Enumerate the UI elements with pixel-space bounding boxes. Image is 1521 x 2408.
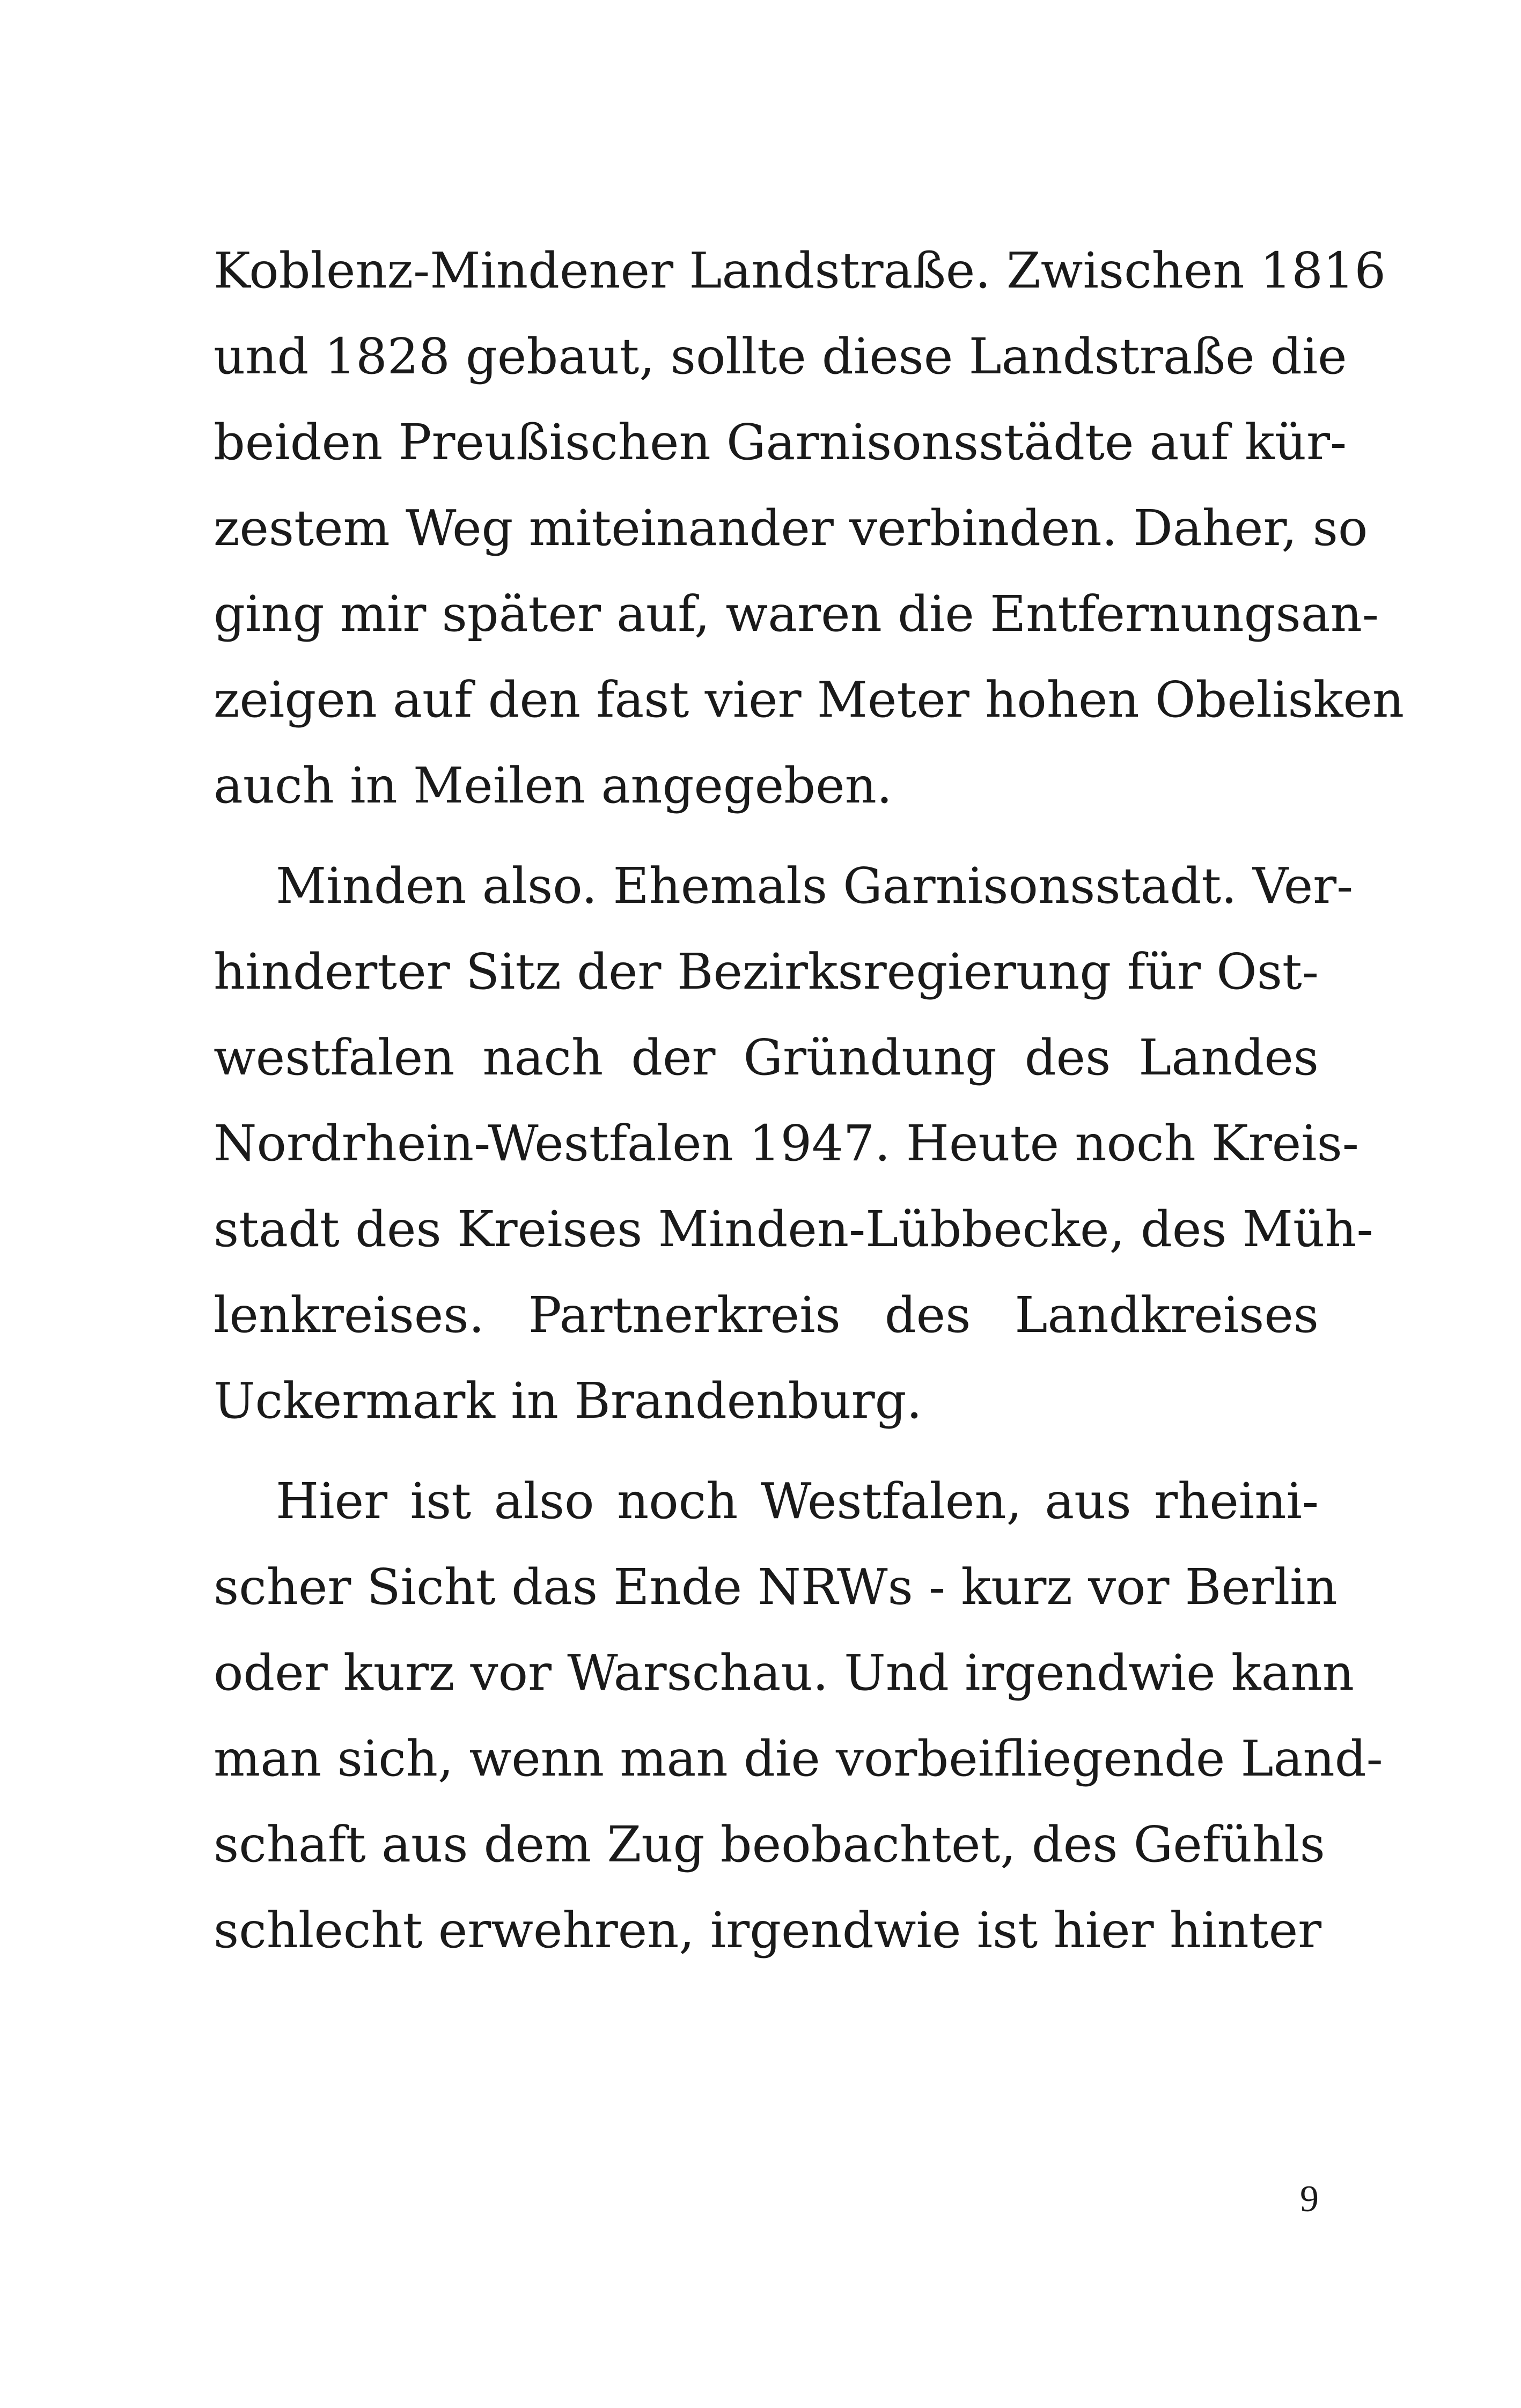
text-line: auch in Meilen angegeben. [214, 757, 893, 814]
text-line: stadt des Kreises Minden-Lübbecke, des Müh- [214, 1201, 1373, 1258]
text-line: Uckermark in Brandenburg. [214, 1372, 922, 1430]
text-line: hinderter Sitz der Bezirksregierung für Ost- [214, 943, 1319, 1000]
paragraph-1 [214, 228, 1405, 829]
text-line: oder kurz vor Warschau. Und irgendwie kann [214, 1644, 1354, 1702]
text-line: beiden Preußischen Garnisonsstädte auf kür- [214, 414, 1347, 471]
text-line: schaft aus dem Zug beobachtet, des Gefühls [214, 1816, 1325, 1873]
page-number: 9 [1300, 2178, 1319, 2220]
paragraph-2 [214, 843, 1373, 1444]
text-line: zeigen auf den fast vier Meter hohen Obelisken [214, 671, 1405, 728]
text-line: scher Sicht das Ende NRWs - kurz vor Berlin [214, 1558, 1338, 1616]
text-line: man sich, wenn man die vorbeifliegende Land- [214, 1730, 1383, 1787]
body-text [214, 228, 1405, 1973]
text-line: schlecht erwehren, irgendwie ist hier hinter [214, 1902, 1322, 1959]
text-line: Hier ist also noch Westfalen, aus rheini- [276, 1472, 1319, 1530]
text-line: Minden also. Ehemals Garnisonsstadt. Ver- [276, 857, 1354, 915]
text-line: Koblenz-Mindener Landstraße. Zwischen 1816 [214, 242, 1386, 299]
text-line: ging mir später auf, waren die Entfernungsan- [214, 585, 1379, 643]
paragraph-gap [214, 1444, 1319, 1459]
paragraph-gap [214, 829, 1319, 843]
text-line: und 1828 gebaut, sollte diese Landstraße die [214, 328, 1347, 385]
text-line: westfalen nach der Gründung des Landes [214, 1029, 1319, 1086]
text-line: lenkreises. Partnerkreis des Landkreises [214, 1286, 1319, 1344]
text-line: zestem Weg miteinander verbinden. Daher, so [214, 499, 1368, 557]
paragraph-3 [214, 1459, 1383, 1973]
text-line: Nordrhein-Westfalen 1947. Heute noch Kreis- [214, 1115, 1359, 1172]
